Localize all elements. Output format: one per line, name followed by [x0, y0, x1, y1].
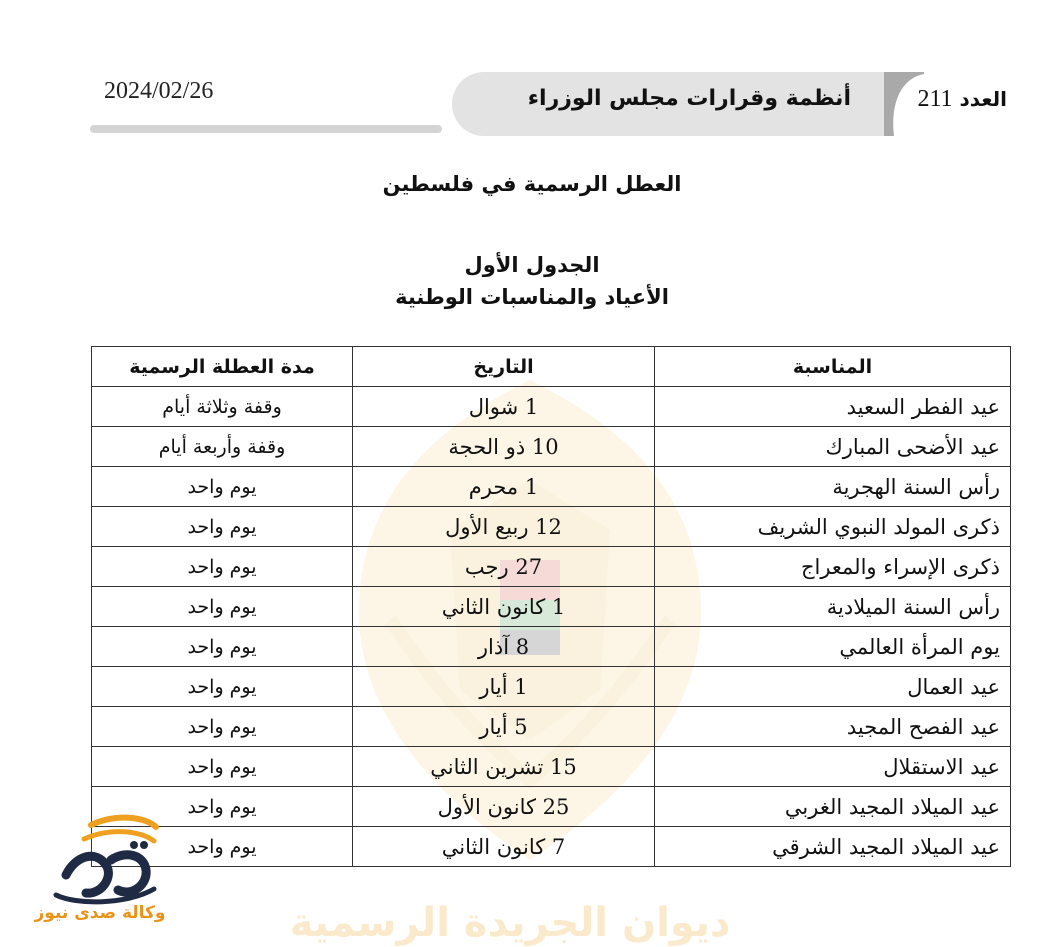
- cell-duration: يوم واحد: [92, 467, 353, 507]
- cell-date: 1 أيار: [353, 667, 655, 707]
- table-row: [92, 387, 1011, 427]
- cell-duration: يوم واحد: [92, 707, 353, 747]
- header-occasion: المناسبة: [655, 347, 1011, 387]
- cell-occasion: عيد الميلاد المجيد الشرقي: [655, 827, 1011, 867]
- cell-duration: يوم واحد: [92, 587, 353, 627]
- cell-occasion: ذكرى الإسراء والمعراج: [655, 547, 1011, 587]
- cell-duration: يوم واحد: [92, 547, 353, 587]
- cell-occasion: عيد الفصح المجيد: [655, 707, 1011, 747]
- cell-occasion: يوم المرأة العالمي: [655, 627, 1011, 667]
- cell-occasion: عيد الأضحى المبارك: [655, 427, 1011, 467]
- bottom-watermark-text: ديوان الجريدة الرسمية: [289, 900, 731, 946]
- cell-occasion: رأس السنة الهجرية: [655, 467, 1011, 507]
- cell-duration: يوم واحد: [92, 787, 353, 827]
- cell-occasion: ذكرى المولد النبوي الشريف: [655, 507, 1011, 547]
- cell-occasion: عيد العمال: [655, 667, 1011, 707]
- cell-date: 25 كانون الأول: [353, 787, 655, 827]
- issue-number-label: [917, 86, 1007, 113]
- issue-box: [884, 72, 1009, 136]
- holidays-table: [91, 346, 1011, 867]
- table-row: [92, 747, 1011, 787]
- cell-date: 7 كانون الثاني: [353, 827, 655, 867]
- cell-occasion: عيد الاستقلال: [655, 747, 1011, 787]
- cell-date: 1 شوال: [353, 387, 655, 427]
- table-row: [92, 547, 1011, 587]
- table-row: [92, 627, 1011, 667]
- issue-number: 211: [917, 86, 953, 112]
- table-row: [92, 827, 1011, 867]
- header-date: التاريخ: [353, 347, 655, 387]
- header-date: 2024/02/26: [104, 78, 214, 104]
- cell-date: 27 رجب: [353, 547, 655, 587]
- document-title: العطل الرسمية في فلسطين: [382, 172, 682, 196]
- table-row: [92, 467, 1011, 507]
- cell-date: 5 أيار: [353, 707, 655, 747]
- table-row: [92, 707, 1011, 747]
- cell-duration: يوم واحد: [92, 667, 353, 707]
- header-duration: مدة العطلة الرسمية: [92, 347, 353, 387]
- cell-date: 1 محرم: [353, 467, 655, 507]
- table-row: [92, 587, 1011, 627]
- cell-date: 15 تشرين الثاني: [353, 747, 655, 787]
- table-subtitle: الأعياد والمناسبات الوطنية: [395, 285, 669, 309]
- cell-duration: وقفة وأربعة أيام: [92, 427, 353, 467]
- table-title: الجدول الأول: [464, 253, 600, 277]
- publication-title: أنظمة وقرارات مجلس الوزراء: [527, 86, 851, 111]
- cell-duration: وقفة وثلاثة أيام: [92, 387, 353, 427]
- table-header-row: [92, 347, 1011, 387]
- table-row: [92, 787, 1011, 827]
- cell-occasion: رأس السنة الميلادية: [655, 587, 1011, 627]
- table-row: [92, 427, 1011, 467]
- cell-duration: يوم واحد: [92, 627, 353, 667]
- cell-occasion: عيد الميلاد المجيد الغربي: [655, 787, 1011, 827]
- issue-label: العدد: [959, 87, 1007, 111]
- cell-occasion: عيد الفطر السعيد: [655, 387, 1011, 427]
- header-band: [452, 72, 1009, 136]
- table-row: [92, 667, 1011, 707]
- cell-date: 1 كانون الثاني: [353, 587, 655, 627]
- cell-date: 8 آذار: [353, 627, 655, 667]
- logo-caption: وكالة صدى نيوز: [34, 903, 166, 923]
- cell-date: 12 ربيع الأول: [353, 507, 655, 547]
- cell-date: 10 ذو الحجة: [353, 427, 655, 467]
- cell-duration: يوم واحد: [92, 827, 353, 867]
- cell-duration: يوم واحد: [92, 507, 353, 547]
- table-row: [92, 507, 1011, 547]
- cell-duration: يوم واحد: [92, 747, 353, 787]
- header-divider: [90, 125, 442, 133]
